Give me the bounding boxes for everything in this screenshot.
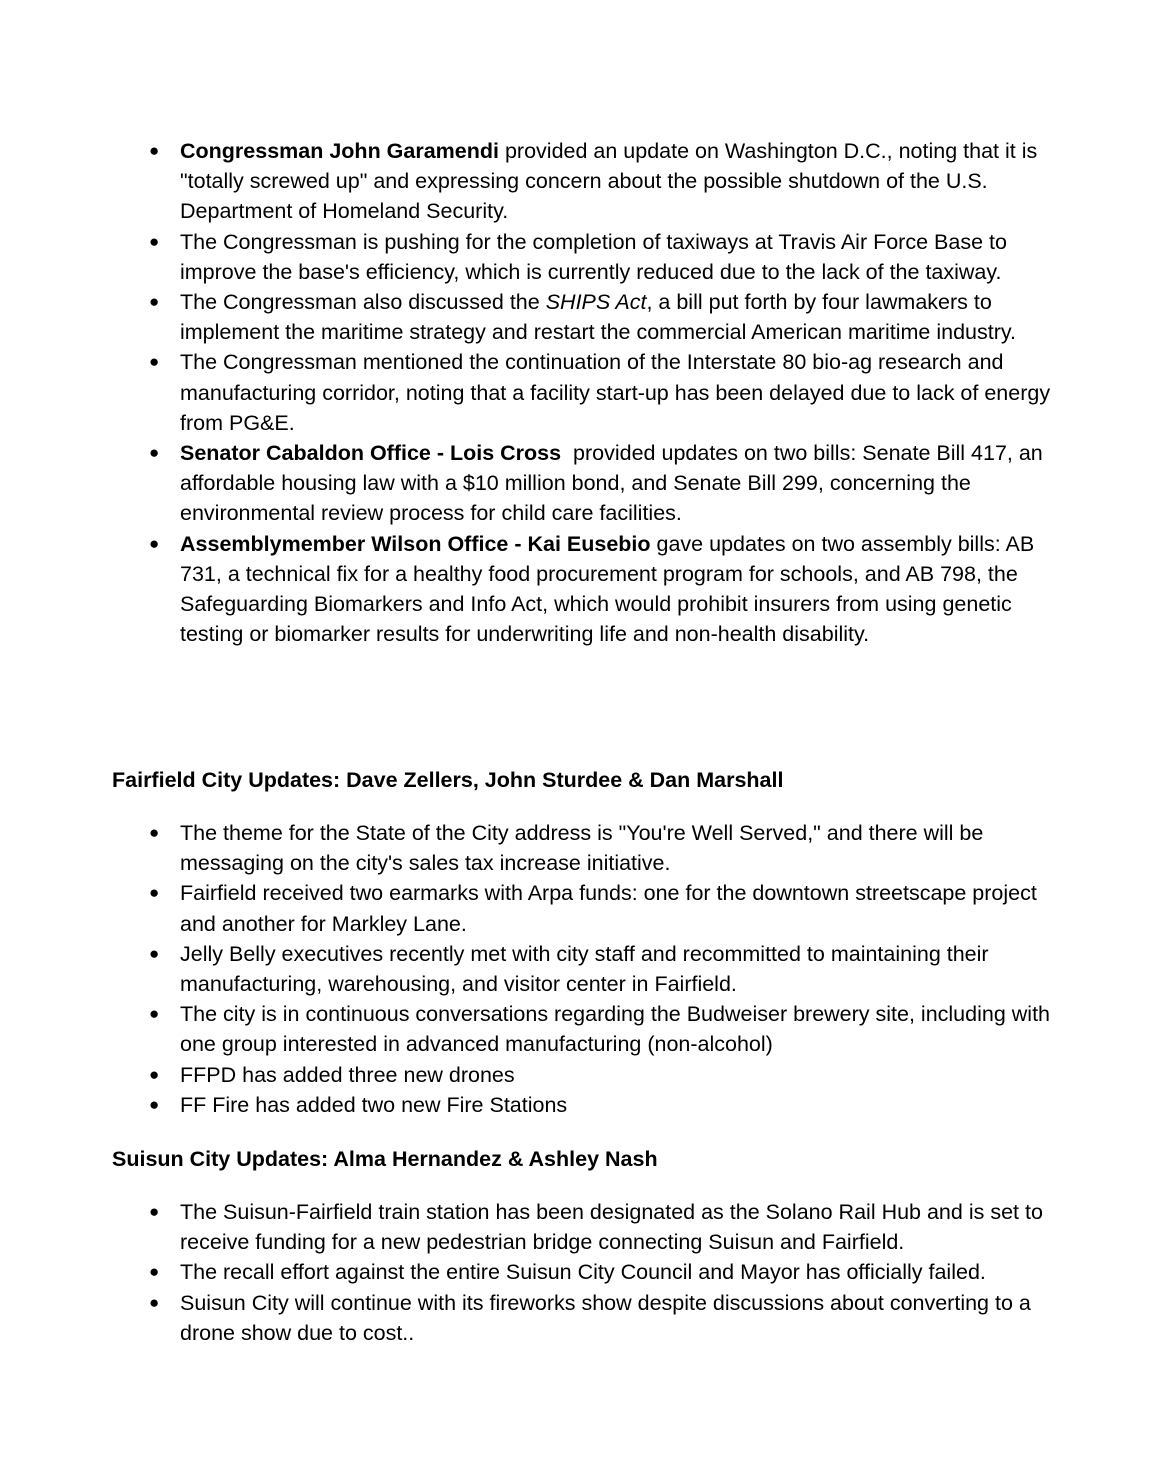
section-heading: Suisun City Updates: Alma Hernandez & Ashley Nash	[112, 1147, 658, 1171]
list-item	[112, 227, 1072, 287]
suisun-updates-list	[112, 1197, 1072, 1348]
bullet-icon: ●	[149, 1094, 160, 1114]
fairfield-updates-section	[112, 818, 1072, 1120]
list-item	[112, 939, 1072, 999]
list-item-text: The theme for the State of the City address is "You're Well Served," and there will be messaging on the city's sales tax increase initiative.	[180, 821, 984, 876]
bullet-icon: ●	[149, 1004, 160, 1024]
suisun-updates-section	[112, 1197, 1072, 1348]
list-item	[112, 1060, 1072, 1090]
bullet-icon: ●	[149, 943, 160, 963]
speaker-name: Assemblymember Wilson Office - Kai Eusebio	[180, 531, 651, 556]
fairfield-updates-list	[112, 818, 1072, 1120]
bullet-icon: ●	[149, 352, 160, 372]
bullet-icon: ●	[149, 883, 160, 903]
list-item	[112, 347, 1072, 438]
fairfield-heading-block	[112, 765, 1072, 795]
speaker-name: Senator Cabaldon Office - Lois Cross	[180, 441, 562, 466]
list-item	[112, 529, 1072, 650]
bullet-icon: ●	[149, 533, 160, 553]
list-item-text: The recall effort against the entire Suisun City Council and Mayor has officially failed.	[180, 1260, 986, 1285]
list-item	[112, 438, 1072, 529]
legislative-updates-section	[112, 136, 1072, 649]
list-item	[112, 1288, 1072, 1348]
bullet-icon: ●	[149, 1202, 160, 1221]
list-item	[112, 818, 1072, 878]
legislative-updates-list	[112, 136, 1072, 649]
list-item-text: Suisun City will continue with its fireworks show despite discussions about converting to a drone show due to cost..	[180, 1290, 1031, 1345]
bullet-icon: ●	[149, 141, 160, 160]
list-item	[112, 136, 1072, 227]
list-item	[112, 878, 1072, 938]
list-item	[112, 1090, 1072, 1120]
bullet-icon: ●	[149, 1262, 160, 1282]
list-item-text: FF Fire has added two new Fire Stations	[180, 1092, 568, 1117]
list-item-text: FFPD has added three new drones	[180, 1062, 515, 1087]
bill-name: SHIPS Act	[545, 290, 647, 315]
list-item-text: The Congressman mentioned the continuation of the Interstate 80 bio-ag research and manufacturing corridor, noting that a facility start-up has been delayed due to lack of energy from PG&E.	[180, 350, 1051, 435]
list-item-text: The Suisun-Fairfield train station has been designated as the Solano Rail Hub and is set to receive funding for a new pedestrian bridge connecting Suisun and Fairfield.	[180, 1200, 1043, 1255]
suisun-heading-block	[112, 1144, 1072, 1174]
bullet-icon: ●	[149, 292, 160, 312]
bullet-icon: ●	[149, 443, 160, 463]
bullet-icon: ●	[149, 1292, 160, 1312]
list-item	[112, 999, 1072, 1059]
list-item	[112, 1197, 1072, 1257]
list-item	[112, 1257, 1072, 1287]
bullet-icon: ●	[149, 231, 160, 251]
speaker-name: Congressman John Garamendi	[180, 139, 499, 163]
list-item	[112, 287, 1072, 347]
list-item-text: Fairfield received two earmarks with Arpa funds: one for the downtown streetscape project and another for Markley Lane.	[180, 881, 1037, 936]
list-item-text: The city is in continuous conversations regarding the Budweiser brewery site, including with one group interested in advanced manufacturing (non-alcohol)	[180, 1002, 1050, 1057]
list-item-text: provided updates on two bills: Senate Bill 417, an affordable housing law with a $10 million bond, and Senate Bill 299, concerning the environmental review process for child care facilities.	[180, 441, 1049, 526]
list-item-text: The Congressman also discussed the	[180, 290, 546, 315]
list-item-text: provided an update on Washington D.C., noting that it is "totally screwed up" and expressing concern about the possible shutdown of the U.S. Department of Homeland Security.	[180, 139, 1038, 224]
list-item-text: The Congressman is pushing for the completion of taxiways at Travis Air Force Base to improve the base's efficiency, which is currently reduced due to the lack of the taxiway.	[180, 229, 1007, 284]
list-item-text: , a bill put forth by four lawmakers to implement the maritime strategy and restart the commercial American maritime industry.	[180, 290, 1016, 345]
bullet-icon: ●	[149, 1064, 160, 1084]
list-item-text: gave updates on two assembly bills: AB 731, a technical fix for a healthy food procurement program for schools, and AB 798, the Safeguarding Biomarkers and Info Act, which would prohibit insurers from using genetic testing or biomarker results for underwriting life and non-health disability.	[180, 531, 1035, 647]
bullet-icon: ●	[149, 823, 160, 842]
section-heading: Fairfield City Updates: Dave Zellers, John Sturdee & Dan Marshall	[112, 768, 784, 792]
list-item-text: Jelly Belly executives recently met with city staff and recommitted to maintaining their manufacturing, warehousing, and visitor center in Fairfield.	[180, 941, 989, 997]
